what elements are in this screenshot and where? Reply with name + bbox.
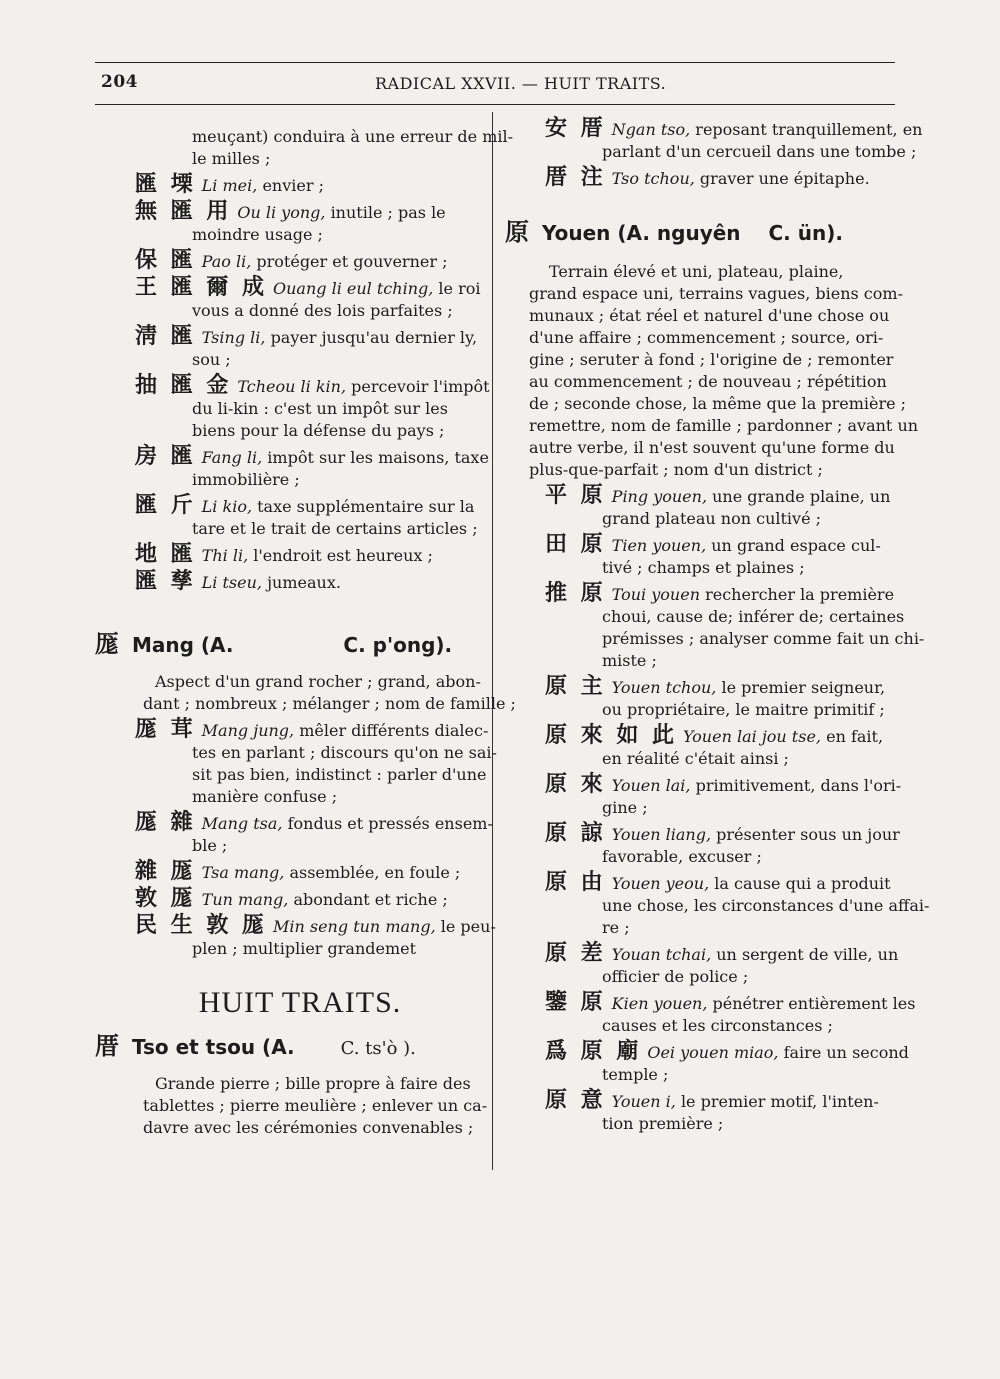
entry-characters: 爲 原 廟: [545, 1039, 642, 1064]
entry-romanization: Tsa mang,: [201, 863, 285, 882]
radical-heading: [95, 1026, 485, 1061]
entry-romanization: Ping youen,: [611, 487, 708, 506]
entry-characters: 匯 塛: [135, 172, 196, 197]
entry-characters: 匯 斤: [135, 493, 196, 518]
entry-characters: 敦 厖: [135, 886, 196, 911]
dictionary-entry: [95, 495, 485, 540]
radical-heading: [95, 624, 485, 659]
entry-definition: jumeaux.: [267, 573, 341, 592]
entry-romanization: Mang tsa,: [201, 814, 283, 833]
entry-head-line: [135, 913, 496, 938]
dictionary-entry: [95, 544, 485, 567]
text-line: Grande pierre ; bille propre à faire des: [155, 1074, 471, 1093]
entry-definition: tivé ; champs et plaines ;: [602, 558, 805, 577]
entry-characters: 田 原: [545, 532, 606, 557]
text-line: dant ; nombreux ; mélanger ; nom de famille ;: [143, 694, 516, 713]
entry-head-line: [545, 772, 902, 797]
entry-list: [95, 717, 497, 960]
entry-definition: taxe supplémentaire sur la: [257, 497, 475, 516]
text-line: plus-que-parfait ; nom d'un district ;: [529, 460, 823, 479]
entry-head-line: [545, 534, 897, 557]
entry-definition: re ;: [602, 918, 630, 937]
entry-head-line: [545, 943, 897, 966]
entry-definition: miste ;: [602, 651, 657, 670]
entry-definition: abondant et riche ;: [293, 890, 448, 909]
entry-definition: prémisses ; analyser comme fait un chi-: [602, 629, 925, 648]
right-column: [505, 116, 930, 1139]
entry-definition: ou propriétaire, le maitre primitif ;: [602, 700, 885, 719]
entry-definition: officier de police ;: [602, 967, 749, 986]
entry-head-line: [545, 821, 900, 846]
entry-characters: 平 原: [545, 483, 606, 508]
entry-definition: du li-kin : c'est un impôt sur les: [192, 399, 448, 418]
radical-cantonese: C. p'ong).: [343, 633, 453, 657]
entry-definition: moindre usage ;: [192, 225, 323, 244]
radical-cantonese: C. ts'ò ).: [340, 1038, 416, 1059]
entry-definition: parlant d'un cercueil dans une tombe ;: [602, 142, 917, 161]
entry-romanization: Ngan tso,: [611, 120, 691, 139]
entry-romanization: Li kio,: [201, 497, 253, 516]
entry-definition: impôt sur les maisons, taxe: [267, 448, 489, 467]
text-line: davre avec les cérémonies convenables ;: [143, 1118, 474, 1137]
radical-char: 原: [505, 218, 529, 246]
entry-characters: 王 匯 爾 成: [135, 275, 267, 300]
entry-definition: payer jusqu'au dernier ly,: [270, 328, 478, 347]
dictionary-entry: [95, 888, 485, 911]
entry-characters: 原 諒: [545, 821, 606, 846]
radical-reading: Mang (A.: [131, 633, 234, 657]
entry-head-line: [135, 326, 485, 349]
entry-head-line: [135, 888, 485, 911]
dictionary-entry: [505, 870, 930, 939]
entry-characters: 民 生 敦 厖: [135, 913, 267, 938]
entry-definition: le premier motif, l'inten-: [680, 1092, 879, 1111]
entry-romanization: Mang jung,: [201, 721, 295, 740]
entry-characters: 保 匯: [135, 248, 196, 273]
radical-heading: [505, 212, 897, 247]
entry-definition: une chose, les circonstances d'une affai-: [602, 896, 930, 915]
text-line: au commencement ; de nouveau ; répétition: [529, 372, 887, 391]
entry-romanization: Youen lai jou tse,: [682, 727, 821, 746]
entry-definition: tare et le trait de certains articles ;: [192, 519, 478, 538]
radical-reading: Youen (A. nguyên: [541, 221, 741, 245]
entry-head-line: [545, 583, 897, 606]
entry-romanization: Oei youen miao,: [647, 1043, 779, 1062]
entry-characters: 原 來: [545, 772, 606, 797]
entry-head-line: [135, 444, 489, 469]
entry-definition: inutile ; pas le: [330, 203, 446, 222]
radical-definition: [529, 261, 919, 481]
entry-characters: 無 匯 用: [135, 199, 232, 224]
entry-head-line: [545, 676, 897, 699]
entry-characters: 雜 厖: [135, 859, 196, 884]
entry-head-line: [135, 201, 485, 224]
text-line: gine ; seruter à fond ; l'origine de ; remonter: [529, 350, 894, 369]
dictionary-entry: [505, 485, 897, 530]
entry-characters: 原 主: [545, 674, 606, 699]
entry-definition: en réalité c'était ainsi ;: [602, 749, 789, 768]
entry-romanization: Youen tchou,: [611, 678, 717, 697]
dictionary-entry: [95, 373, 490, 442]
entry-head-line: [545, 485, 897, 508]
text-line: autre verbe, il n'est souvent qu'une forme du: [529, 438, 895, 457]
entry-head-line: [135, 250, 485, 273]
dictionary-entry: [505, 772, 902, 819]
entry-head-line: [545, 1039, 909, 1064]
entry-characters: 厖 茸: [135, 717, 196, 742]
text-line: tablettes ; pierre meulière ; enlever un ca-: [143, 1096, 488, 1115]
dictionary-entry: [505, 1039, 909, 1086]
entry-characters: 抽 匯 金: [135, 373, 232, 398]
entry-characters: 匯 孳: [135, 569, 196, 594]
entry-characters: 房 匯: [135, 444, 196, 469]
dictionary-entry: [505, 167, 897, 190]
entry-definition: en fait,: [826, 727, 884, 746]
entry-romanization: Min seng tun mang,: [272, 917, 436, 936]
continued-text: [95, 126, 514, 170]
dictionary-entry: [95, 250, 485, 273]
entry-definition: primitivement, dans l'ori-: [695, 776, 902, 795]
entry-characters: 原 意: [545, 1088, 606, 1113]
entry-definition: causes et les circonstances ;: [602, 1016, 833, 1035]
entry-characters: 淸 匯: [135, 324, 196, 349]
entry-definition: choui, cause de; inférer de; certaines: [602, 607, 905, 626]
entry-definition: plen ; multiplier grandemet: [192, 939, 417, 958]
text-line: Aspect d'un grand rocher ; grand, abon-: [155, 672, 481, 691]
text-line: munaux ; état réel et naturel d'une chose ou: [529, 306, 890, 325]
header-rule: [95, 104, 895, 105]
entry-definition: l'endroit est heureux ;: [253, 546, 433, 565]
radical-definition: [143, 1073, 488, 1139]
entry-characters: 原 差: [545, 941, 606, 966]
dictionary-entry: [505, 990, 916, 1037]
entry-definition: vous a donné des lois parfaites ;: [192, 301, 453, 320]
entry-head-line: [545, 1090, 897, 1113]
entry-definition: favorable, excuser ;: [602, 847, 762, 866]
entry-list: [95, 172, 490, 594]
dictionary-entry: [95, 277, 485, 322]
entry-definition: biens pour la défense du pays ;: [192, 421, 445, 440]
entry-definition: un grand espace cul-: [711, 536, 881, 555]
entry-definition: sou ;: [192, 350, 231, 369]
entry-head-line: [135, 717, 489, 742]
entry-definition: graver une épitaphe.: [699, 169, 870, 188]
entry-head-line: [545, 167, 897, 190]
dictionary-entry: [95, 444, 489, 491]
entry-definition: immobilière ;: [192, 470, 300, 489]
entry-head-line: [135, 861, 485, 884]
entry-definition: la cause qui a produit: [714, 874, 891, 893]
page-number: 204: [101, 72, 138, 92]
entry-definition: temple ;: [602, 1065, 669, 1084]
header-rule-top: [95, 62, 895, 63]
radical-definition: [143, 671, 516, 715]
entry-list: [505, 116, 923, 190]
entry-head-line: [135, 544, 485, 567]
entry-characters: 安 厝: [545, 116, 606, 141]
dictionary-entry: [95, 201, 485, 246]
entry-definition: envier ;: [262, 176, 324, 195]
entry-definition: reposant tranquillement, en: [695, 120, 923, 139]
entry-head-line: [135, 810, 493, 835]
entry-romanization: Thi li,: [201, 546, 249, 565]
dictionary-entry: [95, 861, 485, 884]
entry-romanization: Ou li yong,: [237, 203, 326, 222]
entry-characters: 推 原: [545, 581, 606, 606]
entry-romanization: Pao li,: [201, 252, 252, 271]
entry-head-line: [545, 116, 923, 141]
entry-definition: rechercher la première: [705, 585, 895, 604]
entry-characters: 原 來 如 此: [545, 723, 677, 748]
dictionary-entry: [95, 810, 493, 857]
entry-definition: présenter sous un jour: [716, 825, 900, 844]
entry-definition: tes en parlant ; discours qu'on ne sai-: [192, 743, 497, 762]
entry-characters: 厝 注: [545, 165, 606, 190]
text-line: de ; seconde chose, la même que la première ;: [529, 394, 907, 413]
entry-romanization: Tsing li,: [201, 328, 266, 347]
radical-char: 厖: [95, 630, 119, 658]
entry-romanization: Li mei,: [201, 176, 258, 195]
entry-romanization: Ouang li eul tching,: [272, 279, 434, 298]
text-line: Terrain élevé et uni, plateau, plaine,: [549, 262, 844, 281]
text-line: d'une affaire ; commencement ; source, ori-: [529, 328, 884, 347]
entry-romanization: Kien youen,: [611, 994, 708, 1013]
entry-definition: gine ;: [602, 798, 648, 817]
entry-definition: grand plateau non cultivé ;: [602, 509, 822, 528]
text-line: remettre, nom de famille ; pardonner ; avant un: [529, 416, 919, 435]
entry-definition: manière confuse ;: [192, 787, 338, 806]
entry-definition: percevoir l'impôt: [351, 377, 490, 396]
entry-definition: un sergent de ville, un: [716, 945, 899, 964]
entry-definition: faire un second: [783, 1043, 909, 1062]
entry-head-line: [545, 872, 897, 895]
dictionary-entry: [95, 571, 485, 594]
entry-romanization: Tso tchou,: [611, 169, 695, 188]
dictionary-entry: [505, 581, 925, 672]
entry-head-line: [545, 725, 897, 748]
dictionary-entry: [505, 943, 897, 988]
dictionary-entry: [95, 913, 496, 960]
entry-head-line: [545, 990, 916, 1015]
entry-characters: 厖 雜: [135, 810, 196, 835]
entry-definition: sit pas bien, indistinct : parler d'une: [192, 765, 487, 784]
entry-characters: 原 由: [545, 870, 606, 895]
section-title: HUIT TRAITS.: [198, 986, 402, 1019]
dictionary-entry: [505, 725, 897, 770]
entry-head-line: [135, 571, 485, 594]
entry-characters: 地 匯: [135, 542, 196, 567]
dictionary-entry: [505, 676, 897, 721]
entry-romanization: Tcheou li kin,: [237, 377, 347, 396]
text-line: grand espace uni, terrains vagues, biens com-: [529, 284, 903, 303]
entry-head-line: [135, 174, 485, 197]
entry-romanization: Youan tchai,: [611, 945, 712, 964]
entry-romanization: Youen i,: [611, 1092, 676, 1111]
dictionary-entry: [95, 174, 485, 197]
radical-reading: Tso et tsou (A.: [131, 1035, 295, 1059]
entry-head-line: [135, 495, 485, 518]
entry-definition: assemblée, en foule ;: [289, 863, 461, 882]
entry-definition: le roi: [438, 279, 481, 298]
entry-definition: fondus et pressés ensem-: [287, 814, 493, 833]
text-line: le milles ;: [192, 149, 271, 168]
entry-definition: mêler différents dialec-: [299, 721, 489, 740]
entry-definition: pénétrer entièrement les: [712, 994, 916, 1013]
page-header: [95, 70, 895, 100]
entry-romanization: Toui youen: [611, 585, 700, 604]
entry-romanization: Youen yeou,: [611, 874, 710, 893]
entry-list: [505, 483, 930, 1135]
dictionary-entry: [95, 717, 497, 808]
text-line: meuçant) conduira à une erreur de mil-: [192, 127, 514, 146]
entry-definition: tion première ;: [602, 1114, 724, 1133]
dictionary-entry: [505, 821, 900, 868]
radical-cantonese: C. ün).: [768, 221, 843, 245]
entry-definition: ble ;: [192, 836, 228, 855]
entry-head-line: [135, 373, 490, 398]
radical-char: 厝: [95, 1032, 119, 1060]
dictionary-entry: [95, 326, 485, 371]
entry-romanization: Fang li,: [201, 448, 263, 467]
left-column: [95, 126, 516, 1139]
entry-head-line: [135, 277, 485, 300]
entry-definition: le peu-: [440, 917, 496, 936]
entry-romanization: Youen lai,: [611, 776, 691, 795]
entry-romanization: Li tseu,: [201, 573, 262, 592]
entry-definition: le premier seigneur,: [721, 678, 886, 697]
entry-romanization: Tun mang,: [201, 890, 289, 909]
dictionary-entry: [505, 534, 897, 579]
dictionary-entry: [505, 116, 923, 163]
column-divider: [492, 112, 493, 1170]
dictionary-entry: [505, 1090, 897, 1135]
entry-definition: protéger et gouverner ;: [256, 252, 448, 271]
entry-characters: 鑒 原: [545, 990, 606, 1015]
entry-romanization: Tien youen,: [611, 536, 707, 555]
running-title: RADICAL XXVII. — HUIT TRAITS.: [375, 74, 667, 93]
entry-romanization: Youen liang,: [611, 825, 712, 844]
entry-definition: une grande plaine, un: [712, 487, 891, 506]
